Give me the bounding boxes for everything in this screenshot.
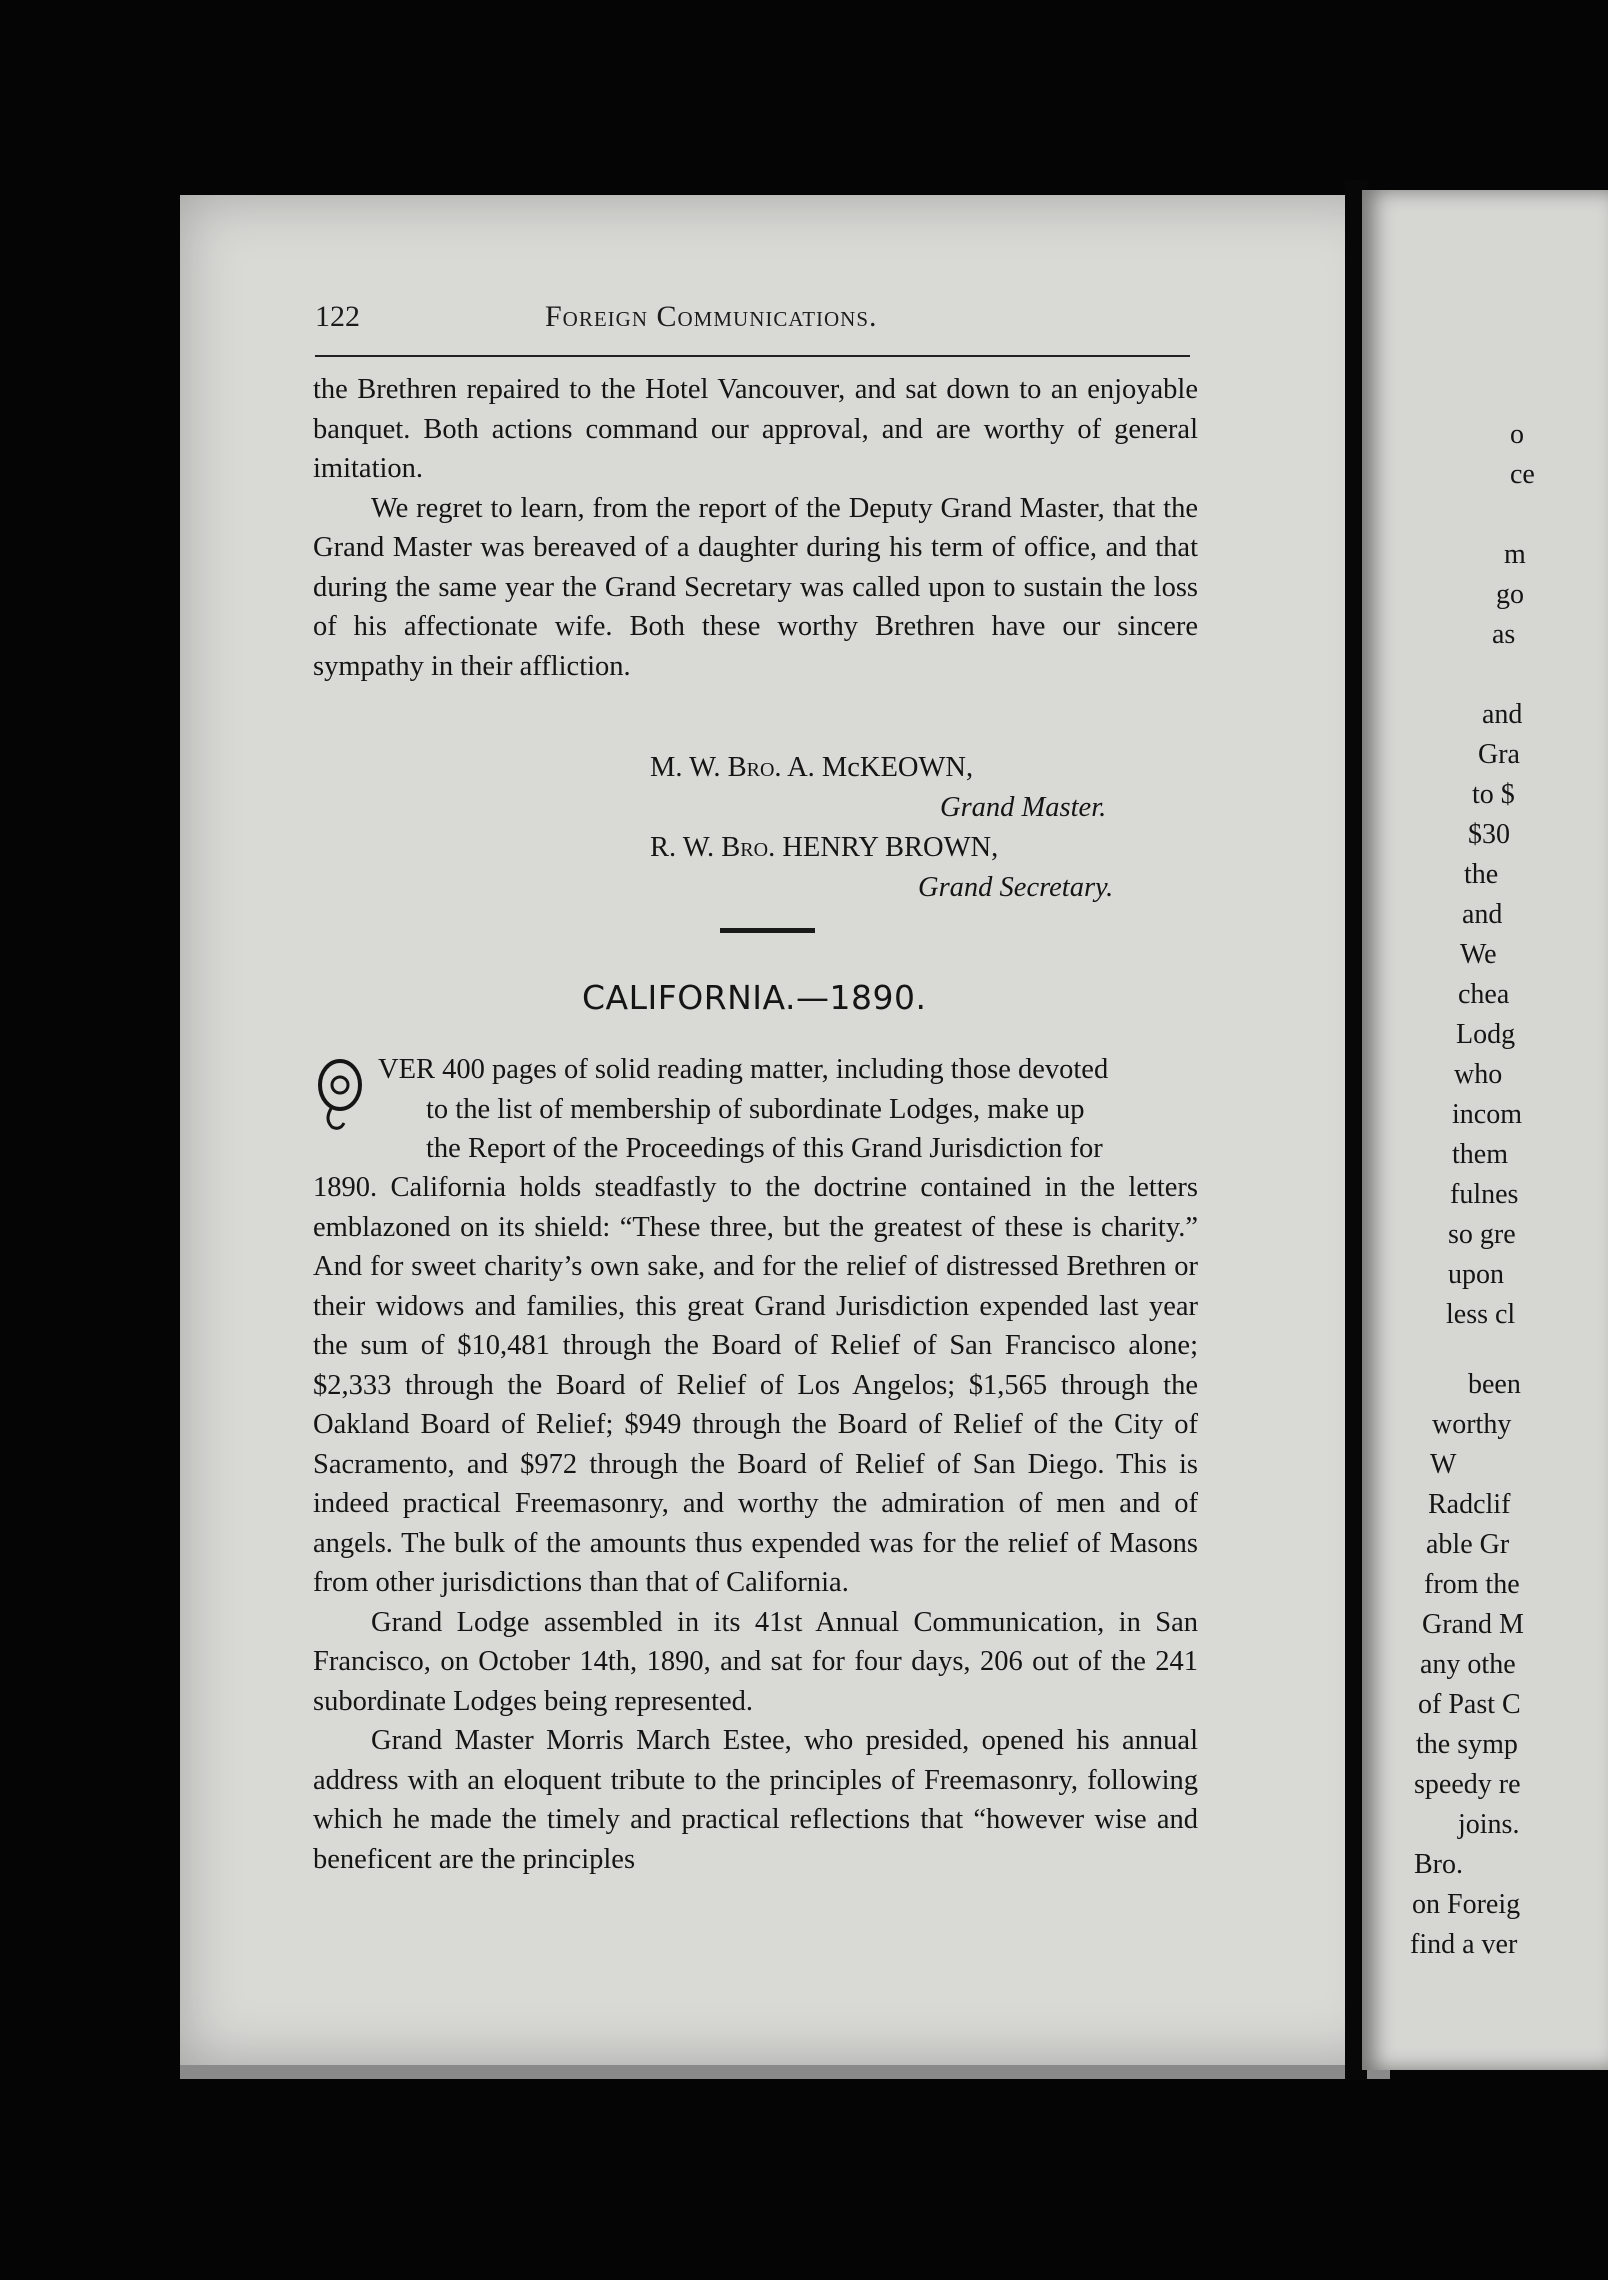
right-page-line: speedy re — [1414, 1769, 1521, 1800]
signature-2-title: Grand Secretary. — [918, 872, 1114, 903]
paragraph: We regret to learn, from the report of the Deputy Grand Master, that the Grand Master was bereaved of a daughter during his term of office, and that during the same year the Grand Secretary was called upon to sustain the loss of his affectionate wife. Both these worthy Brethren have our sincere sympathy in their affliction. — [313, 492, 1198, 682]
right-page-line: and — [1482, 699, 1523, 730]
paragraph: the Brethren repaired to the Hotel Vancouver, and sat down to an enjoyable banquet. Both actions command our approval, and are worthy of general imitation. — [313, 374, 1198, 484]
body-text-top — [313, 370, 1198, 686]
right-page-line: fulnes — [1450, 1179, 1519, 1210]
right-page-line: Gra — [1478, 739, 1520, 770]
right-page-line: the — [1464, 859, 1499, 890]
right-page-line: upon — [1448, 1259, 1504, 1290]
right-page-line: Grand M — [1422, 1609, 1524, 1640]
right-page-line: Radclif — [1428, 1489, 1511, 1520]
section-opening-lines: VER 400 pages of solid reading matter, including those devoted to the list of membership of subordinate Lodges, make up the Report of the Proceedings of this Grand Jurisdiction for — [378, 1054, 1109, 1164]
signature-1-name: M. W. Bro. A. McKEOWN, — [650, 752, 974, 783]
right-page-line: W — [1430, 1449, 1457, 1480]
right-page-line: find a ver — [1410, 1929, 1518, 1960]
right-page-line: been — [1468, 1369, 1521, 1400]
right-page-line: Bro. — [1414, 1849, 1463, 1880]
right-page-line: $30 — [1468, 819, 1510, 850]
page-header — [315, 300, 1375, 340]
right-page-line: of Past C — [1418, 1689, 1521, 1720]
right-page-line: We — [1460, 939, 1497, 970]
right-page-line: on Foreig — [1412, 1889, 1521, 1920]
body-text-california — [313, 1168, 1198, 1879]
right-page-line: to $ — [1472, 779, 1515, 810]
section-title: CALIFORNIA.—1890. — [582, 978, 927, 1017]
right-page-line: Lodg — [1456, 1019, 1516, 1050]
right-page-line: able Gr — [1426, 1529, 1510, 1560]
header-rule — [315, 355, 1190, 357]
right-page-line: from the — [1424, 1569, 1520, 1600]
right-page-fragment — [1362, 190, 1608, 2070]
paragraph: Grand Master Morris March Estee, who presided, opened his annual address with an eloquent tribute to the principles of Freemasonry, following which he made the timely and practical reflections that “however wise and beneficent are the principles — [313, 1725, 1198, 1875]
right-page-line: and — [1462, 899, 1503, 930]
right-page-line: go — [1496, 579, 1524, 610]
right-page-line: incom — [1452, 1099, 1522, 1130]
left-page — [180, 195, 1390, 2065]
page-number: 122 — [315, 300, 360, 333]
signature-2-name: R. W. Bro. HENRY BROWN, — [650, 832, 999, 863]
running-head: Foreign Communications. — [545, 300, 878, 333]
right-page-line: joins. — [1458, 1809, 1520, 1840]
right-page-line: o — [1510, 419, 1524, 450]
right-page-line: who — [1454, 1059, 1503, 1090]
right-page-line: the symp — [1416, 1729, 1518, 1760]
right-page-line: worthy — [1432, 1409, 1512, 1440]
right-page-line: m — [1504, 539, 1526, 570]
paragraph: Grand Lodge assembled in its 41st Annual Communication, in San Francisco, on October 14th, 1890, and sat for four days, 206 out of the 241 subordinate Lodges being represented. — [313, 1606, 1198, 1717]
right-page-line: ce — [1510, 459, 1535, 490]
right-page-line: less cl — [1446, 1299, 1516, 1330]
paragraph: 1890. California holds steadfastly to the doctrine contained in the letters emblazoned on its shield: “These three, but the greatest of these is charity.” And for sweet charity’s own sake, and for the relief of distressed Brethren or their widows and families, this great Grand Jurisdiction expended last year the sum of $10,481 through the Board of Relief of San Francisco alone; $2,333 through the Board of Relief of Los Angelos; $1,565 through the Oakland Board of Relief; $949 through the Board of Relief of the City of Sacramento, and $972 through the Board of Relief of San Diego. This is indeed practical Freemasonry, and worthy the admiration of men and of angels. The bulk of the amounts thus expended was for the relief of Masons from other jurisdictions than that of California. — [313, 1172, 1198, 1598]
right-page-line: so gre — [1448, 1219, 1516, 1250]
right-page-line: them — [1452, 1139, 1508, 1170]
right-page-line: as — [1492, 619, 1516, 650]
section-divider — [720, 928, 815, 933]
signature-1-title: Grand Master. — [940, 792, 1107, 823]
right-page-line: any othe — [1420, 1649, 1516, 1680]
ornamental-dropcap-o — [314, 1057, 368, 1133]
right-page-line: chea — [1458, 979, 1510, 1010]
